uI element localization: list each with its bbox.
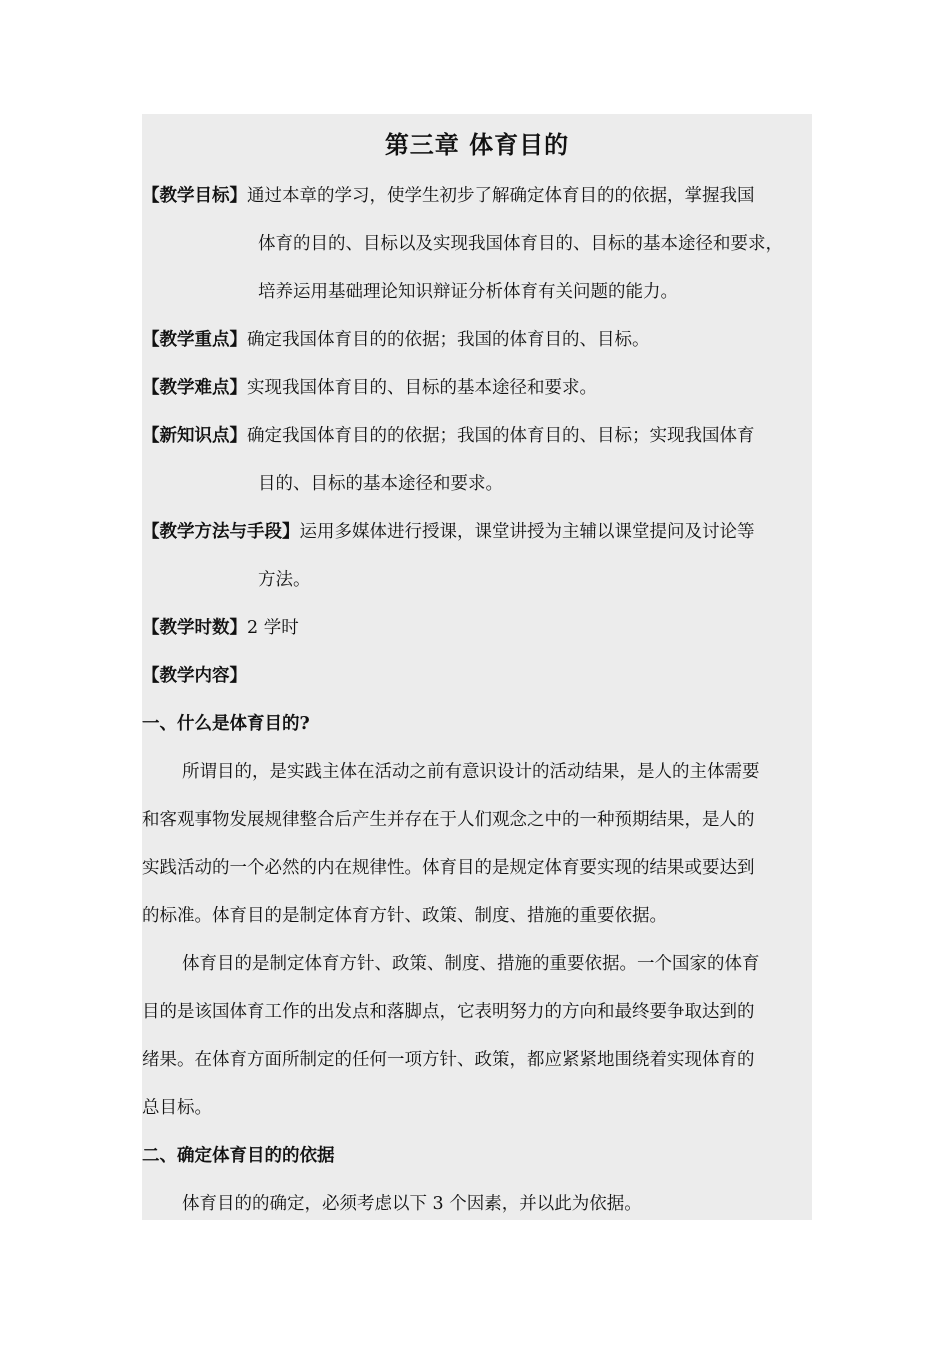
new-knowledge-row xyxy=(142,420,755,452)
contents-label: 【教学内容】 xyxy=(142,666,247,686)
section-2-heading: 二、确定体育目的的依据 xyxy=(142,1146,335,1166)
difficulties-row xyxy=(142,372,597,404)
hours-row xyxy=(142,612,299,644)
methods-label: 【教学方法与手段】 xyxy=(142,522,300,542)
new-knowledge-line-2: 目的、目标的基本途径和要求。 xyxy=(258,474,503,494)
new-knowledge-label: 【新知识点】 xyxy=(142,426,247,446)
hours-label: 【教学时数】 xyxy=(142,618,247,638)
key-points-text: 确定我国体育目的的依据；我国的体育目的、目标。 xyxy=(247,330,650,350)
objective-line-1: 通过本章的学习，使学生初步了解确定体育目的的依据，掌握我国 xyxy=(247,186,755,206)
methods-line-1: 运用多媒体进行授课，课堂讲授为主辅以课堂提问及讨论等 xyxy=(299,522,755,542)
section-1-heading: 一、什么是体育目的? xyxy=(142,714,310,734)
objective-row xyxy=(142,180,755,212)
methods-line-2: 方法。 xyxy=(258,570,311,590)
hours-text: 2 学时 xyxy=(247,618,299,638)
section-1-para-2-line-3: 绪果。在体育方面所制定的任何一项方针、政策，都应紧紧地围绕着实现体育的 xyxy=(142,1050,755,1070)
section-1-para-1-line-3: 实践活动的一个必然的内在规律性。体育目的是规定体育要实现的结果或要达到 xyxy=(142,858,755,878)
section-1-para-2-line-1: 体育目的是制定体育方针、政策、制度、措施的重要依据。一个国家的体育 xyxy=(182,954,760,974)
section-2-para-1: 体育目的的确定，必须考虑以下 3 个因素，并以此为依据。 xyxy=(182,1194,642,1214)
difficulties-text: 实现我国体育目的、目标的基本途径和要求。 xyxy=(247,378,597,398)
section-1-para-2-line-2: 目的是该国体育工作的出发点和落脚点，它表明努力的方向和最终要争取达到的 xyxy=(142,1002,755,1022)
section-1-para-1-line-4: 的标准。体育目的是制定体育方针、政策、制度、措施的重要依据。 xyxy=(142,906,667,926)
section-1-para-1-line-1: 所谓目的，是实践主体在活动之前有意识设计的活动结果，是人的主体需要 xyxy=(182,762,760,782)
new-knowledge-line-1: 确定我国体育目的的依据；我国的体育目的、目标；实现我国体育 xyxy=(247,426,755,446)
methods-row xyxy=(142,516,755,548)
difficulties-label: 【教学难点】 xyxy=(142,378,247,398)
section-1-para-1-line-2: 和客观事物发展规律整合后产生并存在于人们观念之中的一种预期结果，是人的 xyxy=(142,810,755,830)
objective-line-3: 培养运用基础理论知识辩证分析体育有关问题的能力。 xyxy=(258,282,678,302)
objective-label: 【教学目标】 xyxy=(142,186,247,206)
key-points-row xyxy=(142,324,650,356)
key-points-label: 【教学重点】 xyxy=(142,330,247,350)
document-body xyxy=(142,114,812,1220)
chapter-title: 第三章 体育目的 xyxy=(384,130,570,159)
objective-line-2: 体育的目的、目标以及实现我国体育目的、目标的基本途径和要求， xyxy=(258,234,783,254)
section-1-para-2-line-4: 总目标。 xyxy=(142,1098,212,1118)
